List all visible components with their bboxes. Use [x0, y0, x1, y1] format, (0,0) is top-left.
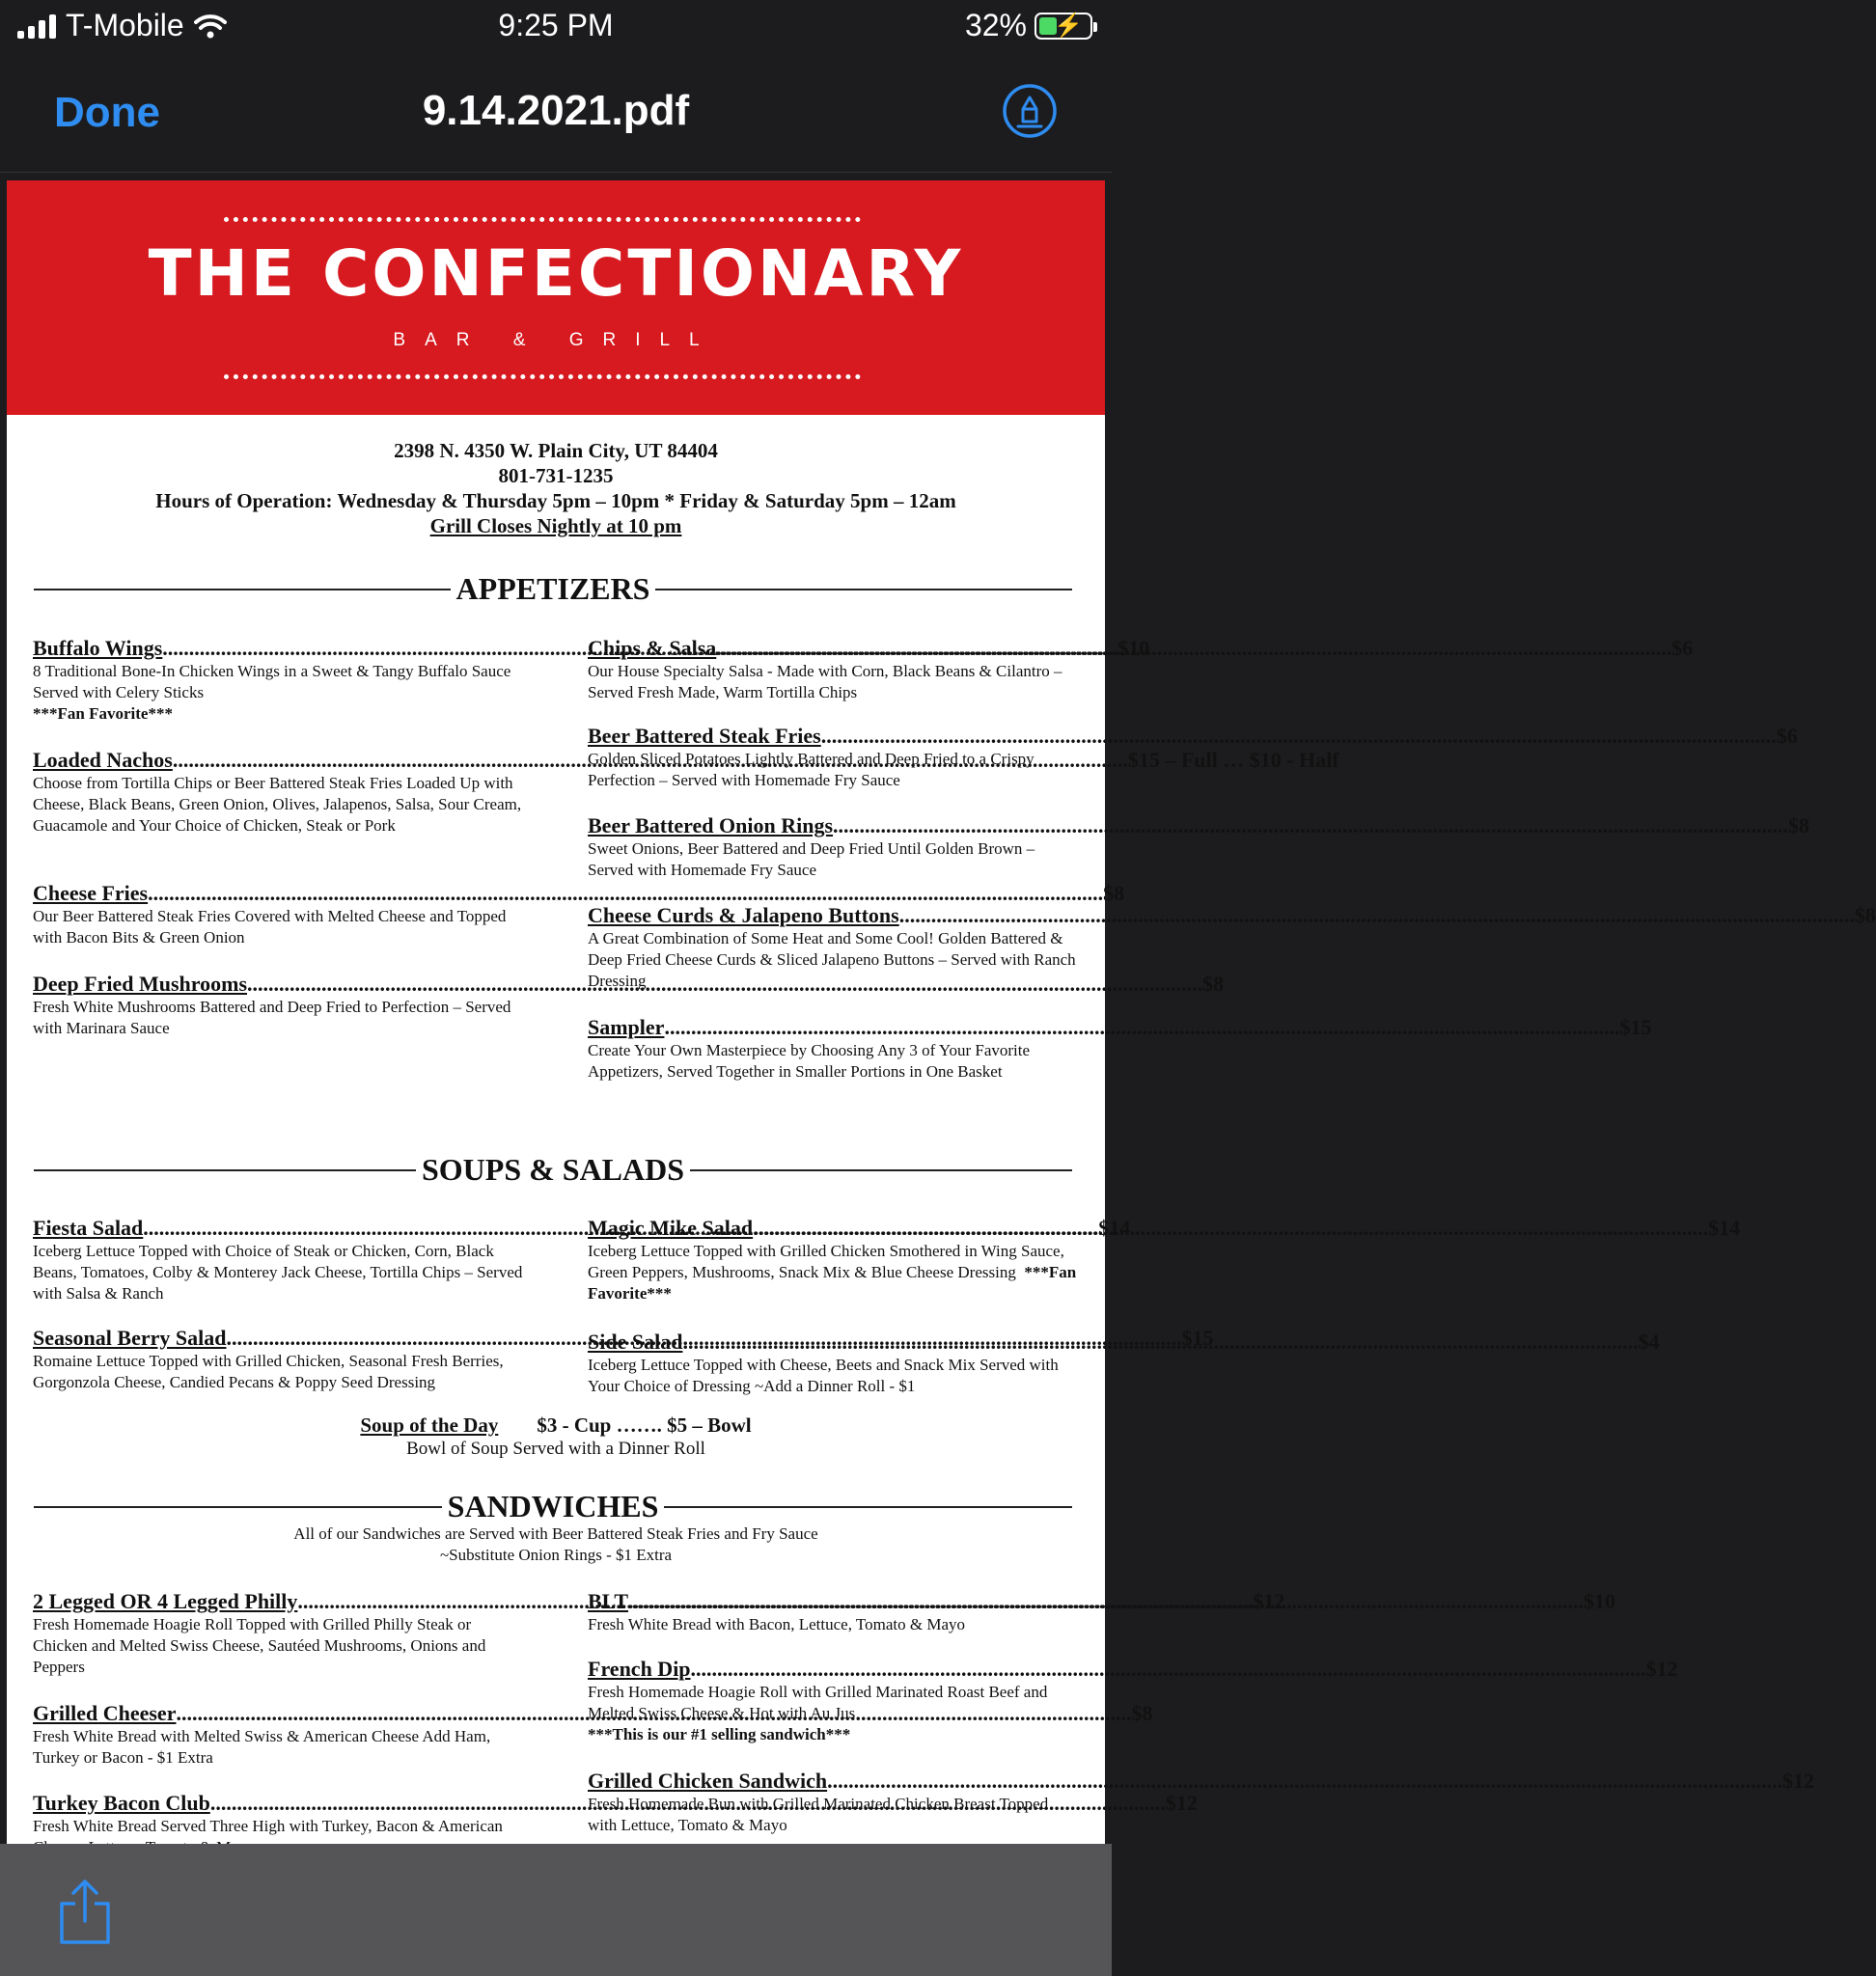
- item-price: $15 – Full … $10 - Half: [1127, 748, 1339, 772]
- item-note: ***Fan Favorite***: [33, 704, 173, 723]
- item-name: BLT: [588, 1589, 629, 1613]
- appetizers-heading: [34, 571, 1072, 607]
- item-name: Seasonal Berry Salad: [33, 1326, 227, 1350]
- item-note: ***Fan Favorite***: [588, 1263, 1077, 1303]
- item-name: Buffalo Wings: [33, 636, 163, 660]
- item-description: Fresh White Bread with Bacon, Lettuce, Tomato & Mayo: [588, 1615, 965, 1633]
- item-description: Fresh Homemade Hoagie Roll with Grilled Marinated Roast Beef and Melted Swiss Cheese & Hot with Au Jus: [588, 1683, 1048, 1722]
- item-price: $10: [1117, 636, 1150, 660]
- item-name: Chips & Salsa: [588, 636, 717, 660]
- item-price: $8: [1788, 813, 1810, 837]
- status-bar: [0, 0, 1112, 54]
- item-description: A Great Combination of Some Heat and Some Cool! Golden Battered & Deep Fried Cheese Curds & Sliced Jalapeno Buttons – Served with Ranch Dressing: [588, 929, 1076, 990]
- item-description: Create Your Own Masterpiece by Choosing Any 3 of Your Favorite Appetizers, Served Together in Smaller Portions in One Basket: [588, 1041, 1031, 1081]
- item-price: $4: [1638, 1330, 1660, 1354]
- battery-icon: ⚡: [1035, 13, 1092, 40]
- item-price: $12: [1253, 1589, 1285, 1613]
- item-name: Cheese Fries: [33, 881, 149, 905]
- phone: 801-731-1235: [498, 464, 614, 487]
- status-time: 9:25 PM: [498, 8, 614, 42]
- item-name: French Dip: [588, 1657, 691, 1681]
- item-name: Magic Mike Salad: [588, 1216, 754, 1240]
- document-title: 9.14.2021.pdf: [422, 87, 690, 134]
- item-name: Sampler: [588, 1015, 665, 1039]
- menu-item: [588, 1015, 1652, 1083]
- item-note: ***This is our #1 selling sandwich***: [588, 1725, 851, 1743]
- item-description: Our House Specialty Salsa - Made with Corn, Black Beans & Cilantro – Served Fresh Made, Warm Tortilla Chips: [588, 662, 1062, 701]
- item-description: Iceberg Lettuce Topped with Choice of Steak or Chicken, Corn, Black Beans, Tomatoes, Colby & Monterey Jack Cheese, Tortilla Chips – Served with Salsa & Ranch: [33, 1242, 523, 1303]
- item-description: Fresh Homemade Bun with Grilled Marinated Chicken Breast Topped with Lettuce, Tomato & Mayo: [588, 1795, 1049, 1834]
- soups-salads-title: SOUPS & SALADS: [421, 1152, 685, 1187]
- item-price: $15: [1619, 1015, 1652, 1039]
- item-description: Iceberg Lettuce Topped with Grilled Chicken Smothered in Wing Sauce, Green Peppers, Mushrooms, Snack Mix & Blue Cheese Dressing: [588, 1242, 1064, 1281]
- banner-dots-top: [224, 217, 861, 222]
- item-description: Fresh White Bread with Melted Swiss & American Cheese Add Ham, Turkey or Bacon - $1 Extra: [33, 1727, 491, 1767]
- markup-icon[interactable]: [1002, 83, 1058, 139]
- item-name: 2 Legged OR 4 Legged Philly: [33, 1589, 298, 1613]
- item-price: $6: [1671, 636, 1694, 660]
- done-button[interactable]: Done: [54, 89, 160, 136]
- menu-item: [588, 1216, 1741, 1304]
- soup-description: Bowl of Soup Served with a Dinner Roll: [406, 1439, 705, 1459]
- item-description: Sweet Onions, Beer Battered and Deep Fried Until Golden Brown – Served with Homemade Fry Sauce: [588, 839, 1035, 879]
- item-price: $14: [1708, 1216, 1741, 1240]
- carrier-label: T-Mobile: [66, 8, 184, 42]
- item-description: 8 Traditional Bone-In Chicken Wings in a Sweet & Tangy Buffalo Sauce Served with Celery Sticks: [33, 662, 511, 701]
- restaurant-subtitle: BAR & GRILL: [393, 330, 719, 350]
- item-name: Grilled Chicken Sandwich: [588, 1769, 828, 1793]
- item-description: Romaine Lettuce Topped with Grilled Chicken, Seasonal Fresh Berries, Gorgonzola Cheese, Candied Pecans & Poppy Seed Dressing: [33, 1352, 504, 1391]
- menu-item: [588, 1657, 1678, 1745]
- item-name: Turkey Bacon Club: [33, 1791, 210, 1815]
- pdf-page[interactable]: [7, 180, 1876, 1844]
- item-price: $8: [1202, 972, 1225, 996]
- item-description: Our Beer Battered Steak Fries Covered with Melted Cheese and Topped with Bacon Bits & Green Onion: [33, 907, 507, 947]
- item-name: Beer Battered Steak Fries: [588, 724, 821, 748]
- soups-salads-heading: [34, 1152, 1072, 1188]
- nav-bar: [0, 54, 1112, 173]
- item-price: $8: [1854, 903, 1876, 927]
- item-price: $12: [1782, 1769, 1815, 1793]
- item-description: Golden Sliced Potatoes Lightly Battered and Deep Fried to a Crispy Perfection – Served with Homemade Fry Sauce: [588, 750, 1035, 789]
- banner-dots-bottom: [224, 374, 861, 379]
- item-price: $10: [1584, 1589, 1616, 1613]
- sandwiches-title: SANDWICHES: [447, 1489, 659, 1523]
- menu-item: [588, 1769, 1815, 1836]
- hours: Hours of Operation: Wednesday & Thursday 5pm – 10pm * Friday & Saturday 5pm – 12am: [155, 489, 956, 512]
- status-right: [965, 8, 1092, 43]
- item-description: Fresh Homemade Hoagie Roll Topped with Grilled Philly Steak or Chicken and Melted Swiss Cheese, Sautéed Mushrooms, Onions and Peppers: [33, 1615, 486, 1676]
- bottom-toolbar: [0, 1844, 1112, 1976]
- item-description: Iceberg Lettuce Topped with Cheese, Beets and Snack Mix Served with Your Choice of Dressing ~Add a Dinner Roll - $1: [588, 1356, 1059, 1395]
- sandwiches-heading: [34, 1489, 1072, 1524]
- item-price: $12: [1645, 1657, 1678, 1681]
- item-description: Fresh White Bread Served Three High with Turkey, Bacon & American: [33, 1817, 503, 1835]
- sandwiches-intro: [7, 1523, 1105, 1566]
- item-price: $8: [1131, 1701, 1153, 1725]
- item-price: $14: [1098, 1216, 1131, 1240]
- menu-banner: [7, 180, 1105, 415]
- item-name: Deep Fried Mushrooms: [33, 972, 248, 996]
- item-name: Side Salad: [588, 1330, 683, 1354]
- item-price: $6: [1776, 724, 1798, 748]
- item-description: Choose from Tortilla Chips or Beer Battered Steak Fries Loaded Up with Cheese, Black Beans, Green Onion, Olives, Jalapenos, Salsa, Sour Cream, Guacamole and Your Choice of Chicken, Steak or Pork: [33, 774, 522, 835]
- restaurant-name: THE CONFECTIONARY: [148, 236, 964, 311]
- address: 2398 N. 4350 W. Plain City, UT 84404: [394, 439, 718, 462]
- item-name: Cheese Curds & Jalapeno Buttons: [588, 903, 899, 927]
- share-icon[interactable]: [56, 1879, 114, 1946]
- item-name: Grilled Cheeser: [33, 1701, 177, 1725]
- menu-item: [588, 903, 1876, 992]
- grill-close-note: Grill Closes Nightly at 10 pm: [429, 514, 682, 537]
- item-name: Beer Battered Onion Rings: [588, 813, 834, 837]
- sandwiches-intro-line2: ~Substitute Onion Rings - $1 Extra: [439, 1546, 673, 1564]
- item-name: Fiesta Salad: [33, 1216, 144, 1240]
- item-price: $12: [1165, 1791, 1198, 1815]
- soup-name: Soup of the Day: [360, 1413, 499, 1437]
- item-price: $8: [1103, 881, 1125, 905]
- battery-percent: 32%: [964, 8, 1027, 42]
- item-price: $15: [1181, 1326, 1214, 1350]
- item-description: Fresh White Mushrooms Battered and Deep Fried to Perfection – Served with Marinara Sauce: [33, 998, 511, 1037]
- soup-price: $3 - Cup ……. $5 – Bowl: [537, 1413, 752, 1437]
- menu-item: [588, 813, 1810, 881]
- soup-of-the-day: [7, 1413, 1105, 1461]
- appetizers-title: APPETIZERS: [455, 571, 650, 606]
- sandwiches-intro-line1: All of our Sandwiches are Served with Beer Battered Steak Fries and Fry Sauce: [293, 1524, 818, 1543]
- item-name: Loaded Nachos: [33, 748, 173, 772]
